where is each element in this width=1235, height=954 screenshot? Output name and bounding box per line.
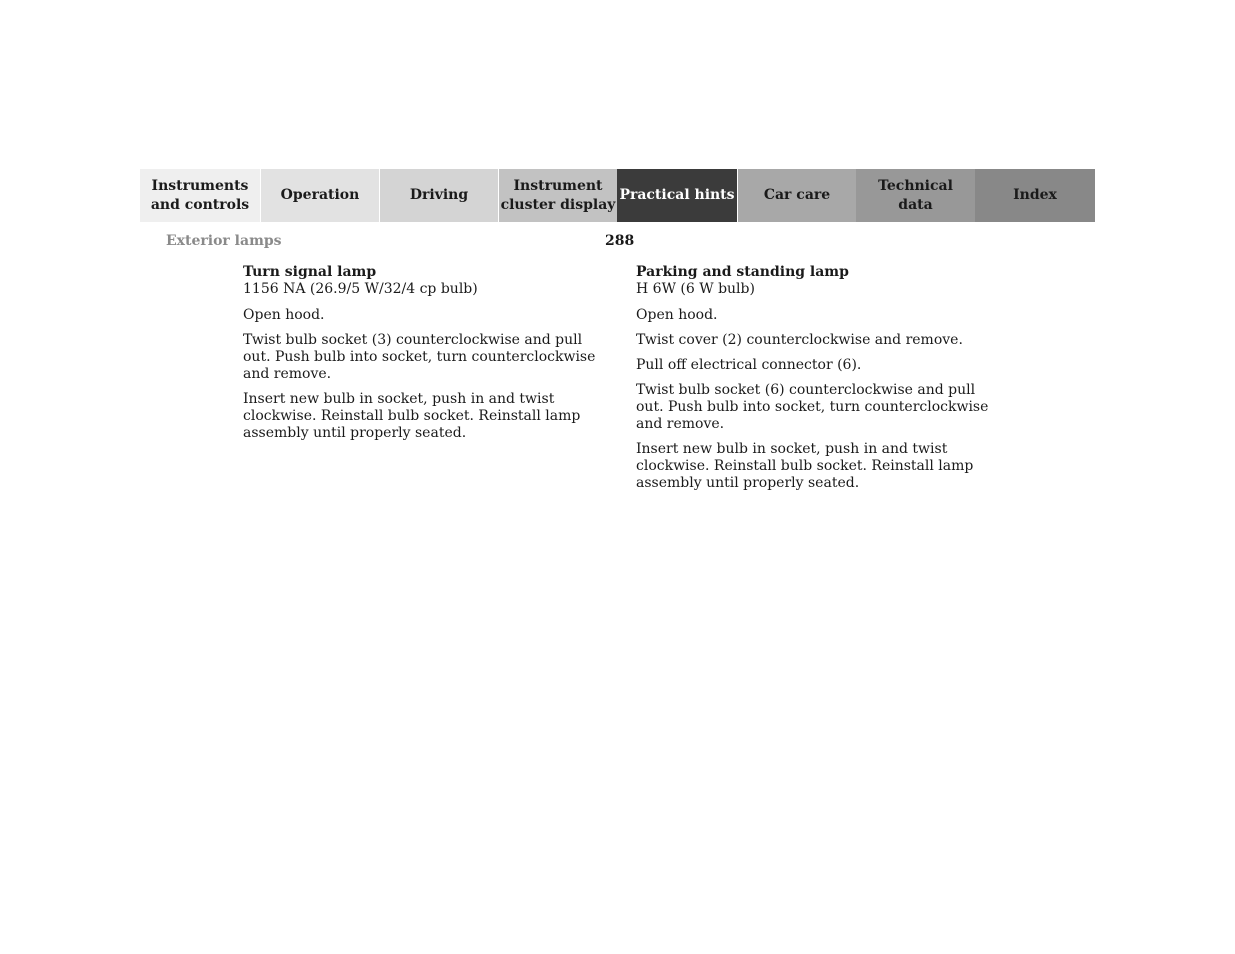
- tab-operation[interactable]: [260, 169, 379, 222]
- section-title: Exterior lamps: [166, 233, 282, 249]
- bulb-spec: 1156 NA (26.9/5 W/32/4 cp bulb): [243, 281, 478, 297]
- tab-label: Index: [1013, 187, 1057, 203]
- section-heading: Turn signal lamp: [243, 264, 377, 280]
- tab-label: Instruments and controls: [150, 177, 250, 213]
- tab-label: Operation: [280, 187, 360, 203]
- parking-standing-lamp-section: [636, 264, 998, 500]
- instruction-step: Insert new bulb in socket, push in and twist clockwise. Reinstall bulb socket. Reinstall lamp assembly until properly seated.: [243, 391, 581, 441]
- tab-driving[interactable]: [379, 169, 498, 222]
- instruction-step: Insert new bulb in socket, push in and twist clockwise. Reinstall bulb socket. Reinstall lamp assembly until properly seated.: [636, 441, 974, 491]
- instruction-step: Pull off electrical connector (6).: [636, 357, 862, 373]
- tab-instruments-and-controls[interactable]: [140, 169, 260, 222]
- instruction-step: Open hood.: [243, 307, 325, 323]
- bulb-spec: H 6W (6 W bulb): [636, 281, 755, 297]
- tab-label: Instrument cluster display: [500, 177, 616, 213]
- tab-label: Technical data: [878, 177, 953, 213]
- page-number: 288: [605, 233, 635, 249]
- chapter-tabs: [140, 169, 1095, 222]
- tab-instrument-cluster-display[interactable]: [498, 169, 617, 222]
- instruction-step: Twist bulb socket (6) counterclockwise and pull out. Push bulb into socket, turn counterclockwise and remove.: [636, 382, 989, 432]
- section-heading: Parking and standing lamp: [636, 264, 849, 280]
- tab-car-care[interactable]: [737, 169, 856, 222]
- tab-label: Practical hints: [619, 187, 735, 203]
- tab-index[interactable]: [975, 169, 1095, 222]
- instruction-step: Open hood.: [636, 307, 718, 323]
- instruction-step: Twist bulb socket (3) counterclockwise and pull out. Push bulb into socket, turn counterclockwise and remove.: [243, 332, 596, 382]
- turn-signal-lamp-section: [243, 264, 605, 450]
- tab-label: Driving: [409, 187, 469, 203]
- tab-label: Car care: [763, 187, 831, 203]
- tab-practical-hints[interactable]: [617, 169, 737, 222]
- instruction-step: Twist cover (2) counterclockwise and remove.: [636, 332, 963, 348]
- tab-technical-data[interactable]: [856, 169, 975, 222]
